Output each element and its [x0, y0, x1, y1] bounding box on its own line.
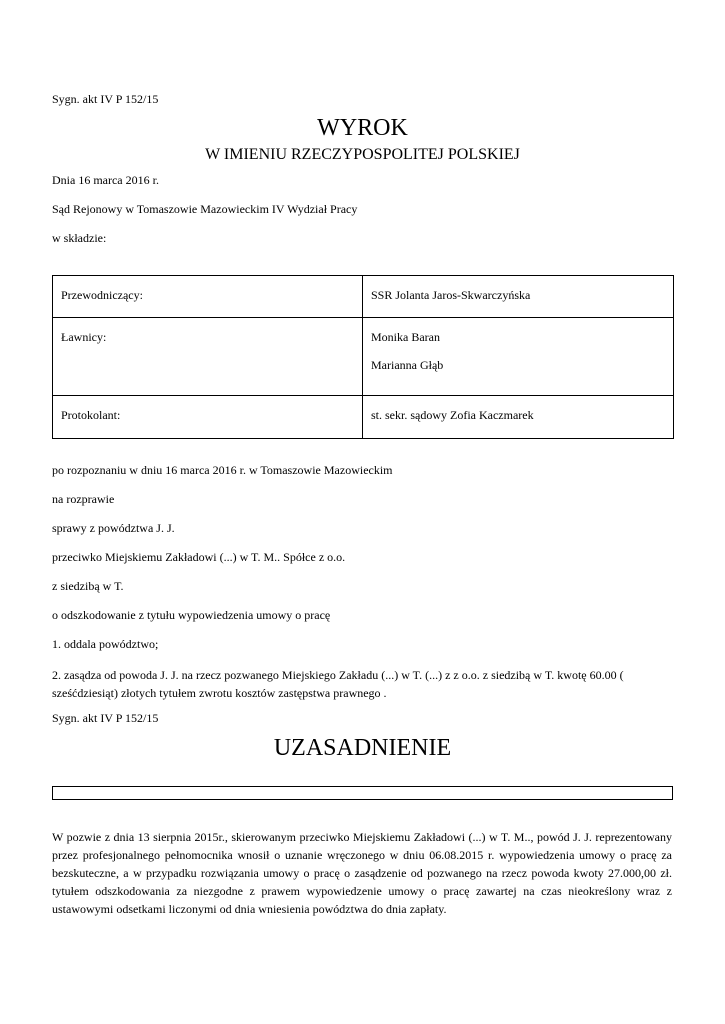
- court-panel-table: [52, 275, 674, 439]
- table-row: [53, 396, 674, 439]
- case-number: Sygn. akt IV P 152/15: [52, 92, 159, 106]
- empty-box: [52, 786, 673, 800]
- proceedings-line: po rozpoznaniu w dniu 16 marca 2016 r. w Tomaszowie Mazowieckim: [52, 463, 393, 477]
- panel-member: st. sekr. sądowy Zofia Kaczmarek: [371, 408, 534, 422]
- proceedings-line: przeciwko Miejskiemu Zakładowi (...) w T. M.. Spółce z o.o.: [52, 550, 346, 564]
- table-row: [53, 318, 674, 396]
- judgment-date: Dnia 16 marca 2016 r.: [52, 173, 159, 187]
- panel-member: SSR Jolanta Jaros-Skwarczyńska: [371, 288, 531, 302]
- document-title: WYROK: [317, 115, 408, 141]
- panel-role: Protokolant:: [53, 396, 363, 439]
- document-subtitle: W IMIENIU RZECZYPOSPOLITEJ POLSKIEJ: [205, 146, 520, 163]
- table-row: [53, 276, 674, 318]
- panel-role: Ławnicy:: [53, 318, 363, 396]
- justification-title: UZASADNIENIE: [273, 735, 452, 761]
- panel-member-cell: [363, 276, 674, 318]
- panel-member-cell: [363, 318, 674, 396]
- proceedings-line: z siedzibą w T.: [52, 579, 124, 593]
- panel-member: Marianna Głąb: [371, 358, 444, 372]
- court-name: Sąd Rejonowy w Tomaszowie Mazowieckim IV Wydział Pracy: [52, 202, 358, 216]
- panel-member: Monika Baran: [371, 330, 440, 344]
- panel-role: Przewodniczący:: [53, 276, 363, 318]
- ruling-point-2: 2. zasądza od powoda J. J. na rzecz pozwanego Miejskiego Zakładu (...) w T. (...) z z o.o. z siedzibą w T. kwotę 60.00 ( sześćdziesiąt) złotych tytułem zwrotu kosztów zastępstwa prawnego .: [52, 668, 624, 700]
- proceedings-line: na rozprawie: [52, 492, 115, 506]
- proceedings-line: sprawy z powództwa J. J.: [52, 521, 175, 535]
- panel-member-cell: [363, 396, 674, 439]
- composition-label: w składzie:: [52, 231, 107, 245]
- justification-paragraph: W pozwie z dnia 13 sierpnia 2015r., skierowanym przeciwko Miejskiemu Zakładowi (...) w T. M.., powód J. J. reprezentowany przez profesjonalnego pełnomocnika wnosił o uznanie wręczonego w dniu 06.08.2015 r. wypowiedzenia umowy o pracę za bezskuteczne, a w przypadku rozwiązania umowy o pracę o zasądzenie od pozwanego na rzecz powoda kwoty 27.000,00 zł. tytułem odszkodowania za niezgodne z prawem wypowiedzenie umowy o pracę zawartej na czas nieokreślony wraz z ustawowymi odsetkami liczonymi od dnia wniesienia powództwa do dnia zapłaty.: [52, 830, 672, 916]
- proceedings-line: o odszkodowanie z tytułu wypowiedzenia umowy o pracę: [52, 608, 331, 622]
- case-number-justification: Sygn. akt IV P 152/15: [52, 711, 159, 725]
- ruling-point-1: 1. oddala powództwo;: [52, 637, 159, 651]
